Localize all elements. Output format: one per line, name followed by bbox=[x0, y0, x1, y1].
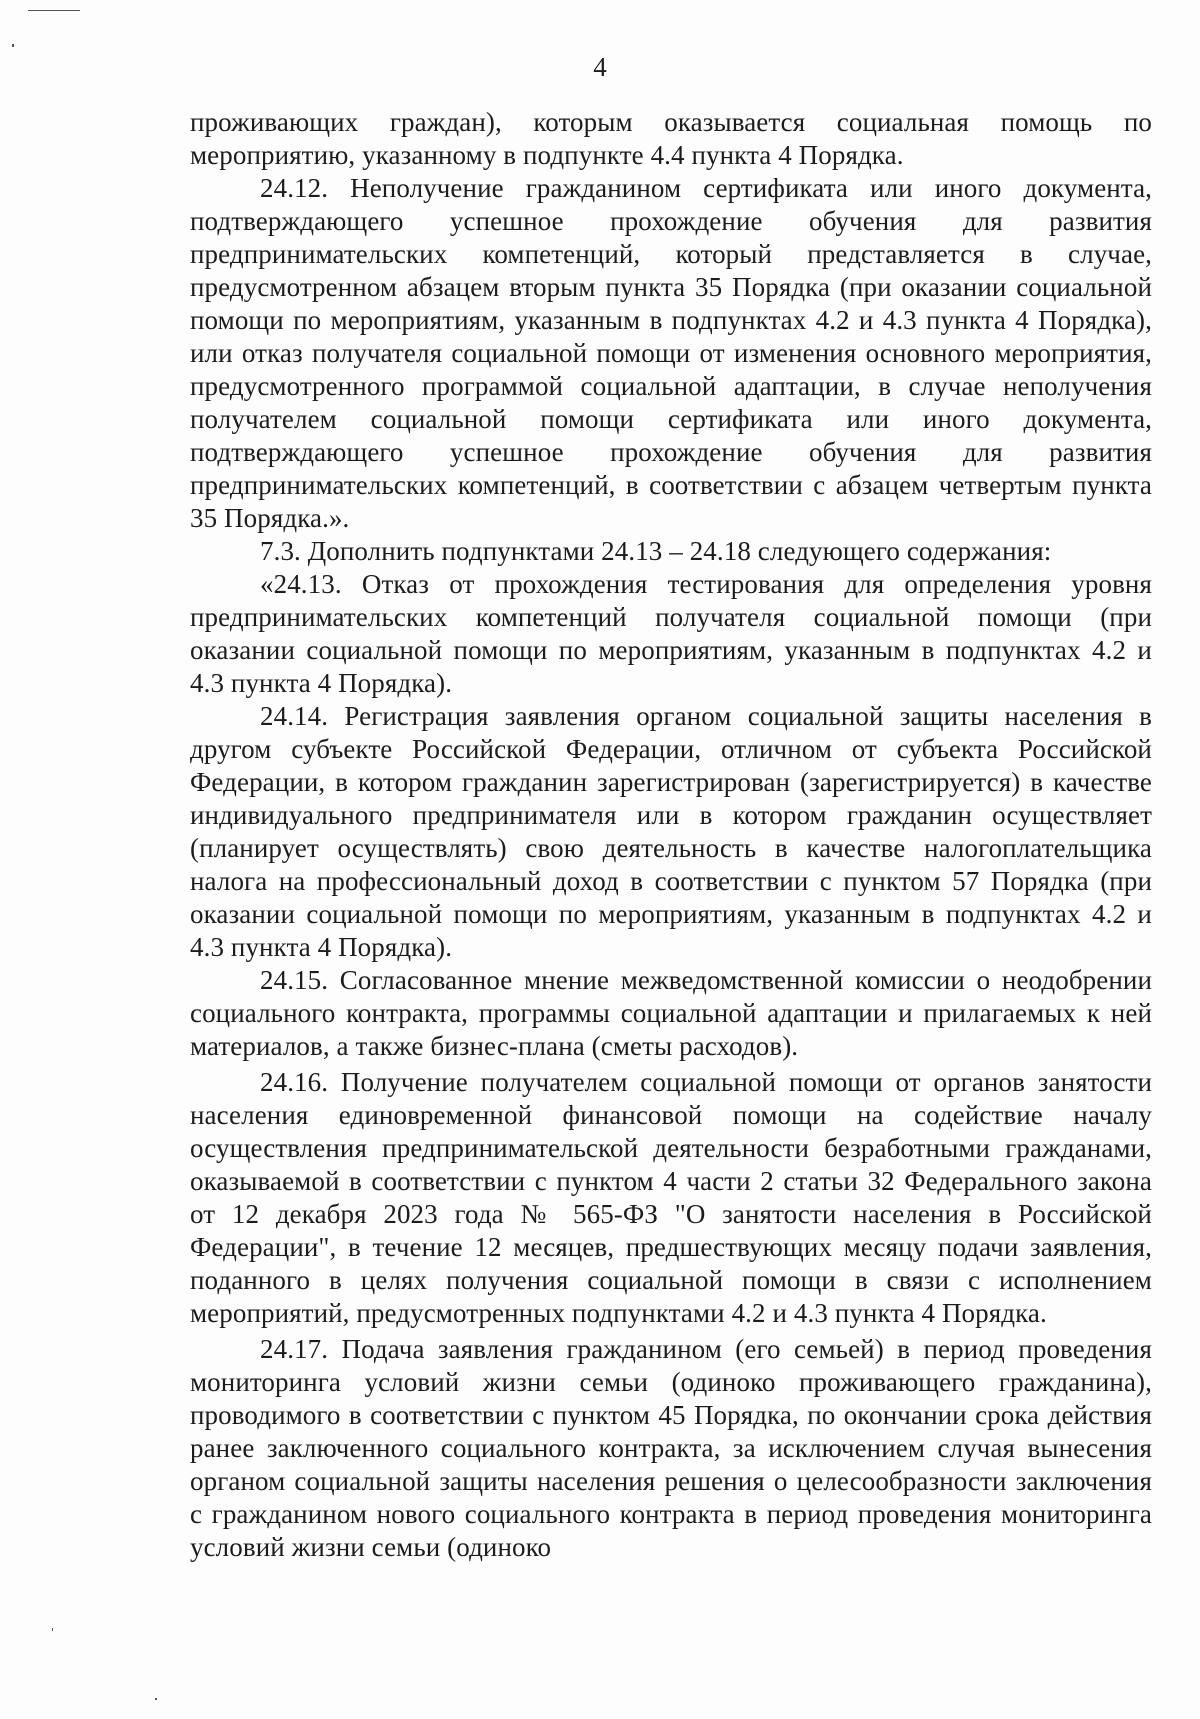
scan-artifact-dot bbox=[12, 44, 14, 47]
paragraph-7-3: 7.3. Дополнить подпунктами 24.13 – 24.18 следующего содержания: bbox=[260, 536, 1052, 566]
paragraph-24-17: 24.17. Подача заявления гражданином (его семьей) в период проведения мониторинга условий жизни семьи (одиноко проживающего гражданина), проводимого в соответствии с пунктом 45 Порядка, по окончании срока действия ранее заключенного социального контракта, за исключением случая вынесения органом социальной защиты населения решения о целесообразности заключения с гражданином нового социального контракта в период проведения мониторинга условий жизни семьи (одиноко bbox=[190, 1334, 1152, 1562]
scan-artifact-line bbox=[28, 10, 80, 11]
paragraph-24-16: 24.16. Получение получателем социальной помощи от органов занятости населения единовременной финансовой помощи на содействие началу осуществления предпринимательской деятельности безработными гражданами, оказываемой в соответствии с пунктом 4 части 2 статьи 32 Федерального закона от 12 декабря 2023 года № 565-ФЗ "О занятости населения в Российской Федерации", в течение 12 месяцев, предшествующих месяцу подачи заявления, поданного в целях получения социальной помощи в связи с исполнением мероприятий, предусмотренных подпунктами 4.2 и 4.3 пункта 4 Порядка. bbox=[190, 1067, 1152, 1328]
paragraph-continuation: проживающих граждан), которым оказывается социальная помощь по мероприятию, указанному в подпункте 4.4 пункта 4 Порядка. bbox=[190, 107, 1152, 170]
paragraph-24-14: 24.14. Регистрация заявления органом социальной защиты населения в другом субъекте Российской Федерации, отличном от субъекта Российской Федерации, в котором гражданин зарегистрирован (зарегистрируется) в качестве индивидуального предпринимателя или в котором гражданин осуществляет (планирует осуществлять) свою деятельность в качестве налогоплательщика налога на профессиональный доход в соответствии с пунктом 57 Порядка (при оказании социальной помощи по мероприятиям, указанным в подпунктах 4.2 и 4.3 пункта 4 Порядка). bbox=[190, 701, 1152, 962]
paragraph-24-12: 24.12. Неполучение гражданином сертификата или иного документа, подтверждающего успешное прохождение обучения для развития предпринимательских компетенций, который представляется в случае, предусмотренном абзацем вторым пункта 35 Порядка (при оказании социальной помощи по мероприятиям, указанным в подпунктах 4.2 и 4.3 пункта 4 Порядка), или отказ получателя социальной помощи от изменения основного мероприятия, предусмотренного программой социальной адаптации, в случае неполучения получателем социальной помощи сертификата или иного документа, подтверждающего успешное прохождение обучения для развития предпринимательских компетенций, в соответствии с абзацем четвертым пункта 35 Порядка.». bbox=[190, 173, 1152, 533]
paragraph-24-15: 24.15. Согласованное мнение межведомственной комиссии о неодобрении социального контракта, программы социальной адаптации и прилагаемых к ней материалов, а также бизнес-плана (сметы расходов). bbox=[190, 965, 1152, 1061]
paragraph-24-13: «24.13. Отказ от прохождения тестирования для определения уровня предпринимательских компетенций получателя социальной помощи (при оказании социальной помощи по мероприятиям, указанным в подпунктах 4.2 и 4.3 пункта 4 Порядка). bbox=[190, 569, 1152, 698]
document-body bbox=[190, 106, 1152, 1564]
scan-artifact-dot bbox=[155, 1698, 157, 1700]
scan-artifact-dot bbox=[52, 1628, 53, 1631]
page-number: 4 bbox=[593, 52, 607, 82]
